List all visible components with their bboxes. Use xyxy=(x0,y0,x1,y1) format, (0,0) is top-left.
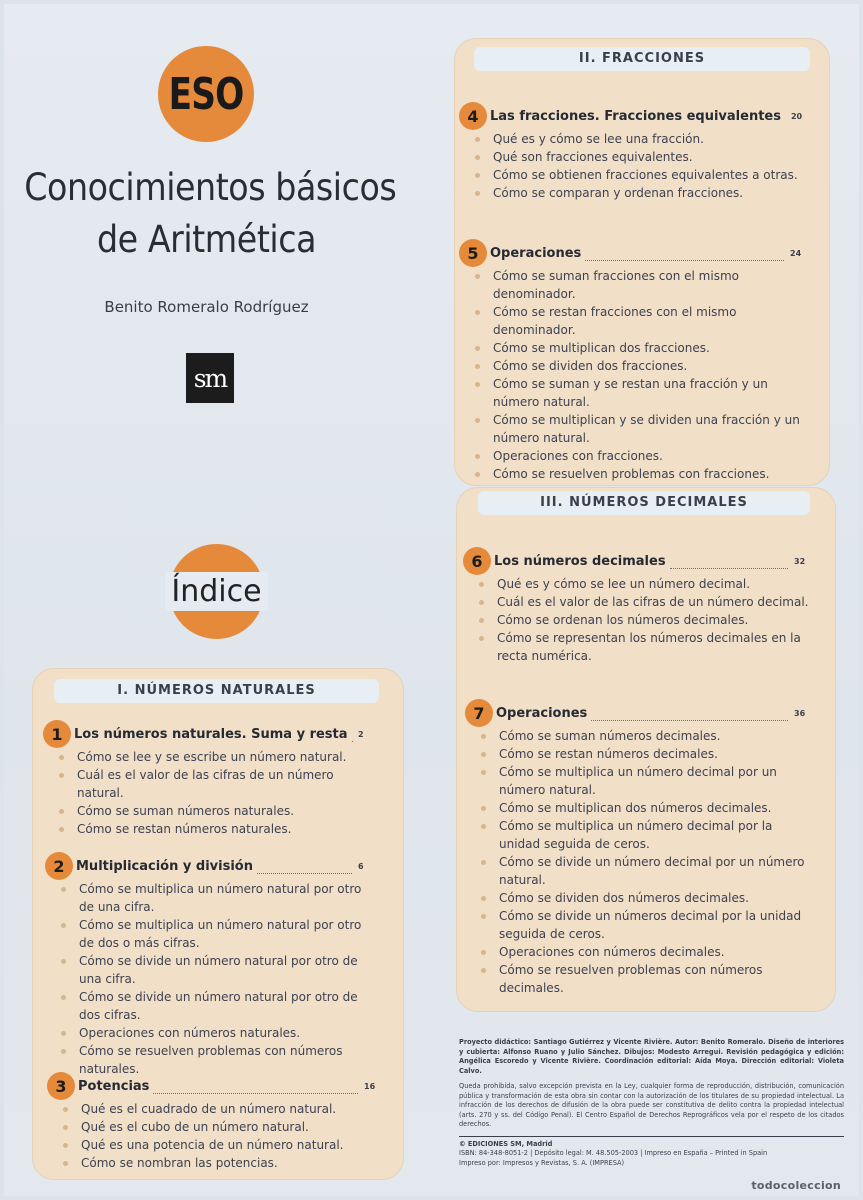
chapter-items xyxy=(474,727,816,997)
chapter-title: Operaciones xyxy=(490,246,585,261)
credits-block xyxy=(459,1038,844,1168)
chapter-heading xyxy=(52,722,380,746)
leader-dots xyxy=(670,554,788,569)
eso-badge-label: ESO xyxy=(168,68,244,120)
chapter-heading xyxy=(468,241,812,265)
leader-dots xyxy=(257,859,352,874)
list-item: Cómo se suman y se restan una fracción y un número natural. xyxy=(493,375,812,411)
section-panel-3 xyxy=(456,487,836,1012)
credits-isbn: ISBN: 84-348-8051-2 | Depósito legal: M. 48.505-2003 | Impreso en España – Printed in Spain xyxy=(459,1149,768,1157)
credits-copyright: © EDICIONES SM, Madrid xyxy=(459,1139,553,1148)
list-item: Cómo se lee y se escribe un número natural. xyxy=(77,748,380,766)
index-badge xyxy=(169,544,264,639)
chapter-title: Potencias xyxy=(78,1079,153,1094)
author-name: Benito Romeralo Rodríguez xyxy=(104,298,309,316)
chapter-title: Los números decimales xyxy=(494,554,670,569)
list-item: Cómo se suman números naturales. xyxy=(77,802,380,820)
chapter-number-badge: 5 xyxy=(459,239,487,267)
list-item: Cómo se multiplican dos fracciones. xyxy=(493,339,812,357)
list-item: Cómo se restan números naturales. xyxy=(77,820,380,838)
list-item: Cómo se multiplica un número natural por otro de una cifra. xyxy=(79,880,380,916)
chapter-number-badge: 1 xyxy=(43,720,71,748)
chapter-title: Operaciones xyxy=(496,706,591,721)
chapter-7 xyxy=(474,701,816,997)
chapter-number-badge: 6 xyxy=(463,547,491,575)
section-header: I. NÚMEROS NATURALES xyxy=(54,679,379,703)
chapter-items xyxy=(56,1100,386,1172)
leader-dots xyxy=(585,246,784,261)
leader-dots xyxy=(153,1079,358,1094)
list-item: Cómo se dividen dos fracciones. xyxy=(493,357,812,375)
section-panel-1 xyxy=(32,668,404,1180)
leader-dots xyxy=(591,706,788,721)
list-item: Cómo se divide un números decimal por la unidad seguida de ceros. xyxy=(499,907,816,943)
list-item: Qué es el cubo de un número natural. xyxy=(81,1118,386,1136)
watermark: todocoleccion xyxy=(751,1179,841,1192)
chapter-page: 6 xyxy=(358,861,364,871)
credits-divider xyxy=(459,1136,844,1137)
list-item: Cómo se divide un número decimal por un número natural. xyxy=(499,853,816,889)
chapter-title: Multiplicación y división xyxy=(76,859,257,874)
chapter-items xyxy=(468,267,812,483)
chapter-number-badge: 7 xyxy=(465,699,493,727)
chapter-number-badge: 2 xyxy=(45,852,73,880)
chapter-items xyxy=(54,880,380,1078)
list-item: Qué es y cómo se lee una fracción. xyxy=(493,130,812,148)
list-item: Qué es el cuadrado de un número natural. xyxy=(81,1100,386,1118)
list-item: Cómo se multiplica un número natural por otro de dos o más cifras. xyxy=(79,916,380,952)
list-item: Operaciones con fracciones. xyxy=(493,447,812,465)
list-item: Cómo se restan fracciones con el mismo denominador. xyxy=(493,303,812,339)
list-item: Cómo se divide un número natural por otro de una cifra. xyxy=(79,952,380,988)
chapter-items xyxy=(472,575,816,665)
chapter-title: Los números naturales. Suma y resta xyxy=(74,727,352,742)
list-item: Cómo se obtienen fracciones equivalentes a otras. xyxy=(493,166,812,184)
chapter-heading xyxy=(474,701,816,725)
list-item: Cómo se suman números decimales. xyxy=(499,727,816,745)
list-item: Cuál es el valor de las cifras de un número decimal. xyxy=(497,593,816,611)
list-item: Qué es una potencia de un número natural. xyxy=(81,1136,386,1154)
list-item: Cómo se comparan y ordenan fracciones. xyxy=(493,184,812,202)
chapter-items xyxy=(52,748,380,838)
list-item: Qué son fracciones equivalentes. xyxy=(493,148,812,166)
chapter-number-badge: 3 xyxy=(47,1072,75,1100)
book-back-cover xyxy=(4,4,859,1196)
list-item: Cómo se restan números decimales. xyxy=(499,745,816,763)
list-item: Operaciones con números decimales. xyxy=(499,943,816,961)
list-item: Cómo se resuelven problemas con números naturales. xyxy=(79,1042,380,1078)
chapter-title: Las fracciones. Fracciones equivalentes xyxy=(490,109,785,124)
chapter-3 xyxy=(56,1074,386,1172)
list-item: Cómo se multiplican y se dividen una fracción y un número natural. xyxy=(493,411,812,447)
chapter-6 xyxy=(472,549,816,665)
eso-badge xyxy=(158,46,254,142)
book-title-line-2: de Aritmética xyxy=(96,218,317,261)
list-item: Operaciones con números naturales. xyxy=(79,1024,380,1042)
chapter-page: 16 xyxy=(364,1081,376,1091)
chapter-heading xyxy=(54,854,380,878)
chapter-4 xyxy=(468,104,812,202)
chapter-page: 20 xyxy=(790,111,803,121)
list-item: Cómo se resuelven problemas con fracciones. xyxy=(493,465,812,483)
list-item: Cómo se resuelven problemas con números decimales. xyxy=(499,961,816,997)
chapter-page: 36 xyxy=(794,708,806,718)
credits-printer: Impreso por: Impresos y Revistas, S. A. (IMPRESA) xyxy=(459,1158,625,1167)
chapter-1 xyxy=(52,722,380,838)
list-item: Cómo se divide un número natural por otro de dos cifras. xyxy=(79,988,380,1024)
chapter-heading xyxy=(468,104,812,128)
chapter-heading xyxy=(472,549,816,573)
list-item: Cómo se dividen dos números decimales. xyxy=(499,889,816,907)
chapter-items xyxy=(468,130,812,202)
chapter-page: 32 xyxy=(794,556,806,566)
chapter-number-badge: 4 xyxy=(459,102,487,130)
section-header: III. NÚMEROS DECIMALES xyxy=(478,491,810,515)
credits-project: Proyecto didáctico: Santiago Gutiérrez y Vicente Rivière. Autor: Benito Romeralo. Diseño de interiores y cubierta: Alfonso Ruano y Julio Sánchez. Dibujos: Modesto Arregui. Revisión pedagógica y edición: Angélica Escoredo y Vicente Rivière. Coordinación editorial: Aída Moya. Dirección editorial: Violeta Calvo. xyxy=(459,1038,844,1075)
list-item: Cómo se ordenan los números decimales. xyxy=(497,611,816,629)
list-item: Cómo se multiplica un número decimal por un número natural. xyxy=(499,763,816,799)
book-title xyxy=(24,162,397,266)
section-header: II. FRACCIONES xyxy=(474,47,810,71)
list-item: Cuál es el valor de las cifras de un número natural. xyxy=(77,766,380,802)
list-item: Cómo se multiplican dos números decimales. xyxy=(499,799,816,817)
credits-legal: Queda prohibida, salvo excepción prevista en la Ley, cualquier forma de reproducción, distribución, comunicación pública y transformación de esta obra sin contar con la autorización de los titulares de su propiedad intelectual. La infracción de los derechos de difusión de la obra puede ser constitutiva de delito contra la propiedad intelectual (arts. 270 y ss. del Código Penal). El Centro Español de Derechos Reprográficos vela por el respeto de los citados derechos. xyxy=(459,1082,844,1128)
index-label: Índice xyxy=(165,572,267,611)
list-item: Cómo se representan los números decimales en la recta numérica. xyxy=(497,629,816,665)
chapter-page: 2 xyxy=(358,729,364,739)
list-item: Cómo se nombran las potencias. xyxy=(81,1154,386,1172)
publisher-logo: sm xyxy=(186,353,234,403)
list-item: Cómo se multiplica un número decimal por la unidad seguida de ceros. xyxy=(499,817,816,853)
section-panel-2 xyxy=(454,38,830,486)
chapter-page: 24 xyxy=(790,248,802,258)
chapter-heading xyxy=(56,1074,386,1098)
chapter-2 xyxy=(54,854,380,1078)
list-item: Qué es y cómo se lee un número decimal. xyxy=(497,575,816,593)
chapter-5 xyxy=(468,241,812,483)
book-title-line-1: Conocimientos básicos xyxy=(24,166,397,209)
list-item: Cómo se suman fracciones con el mismo denominador. xyxy=(493,267,812,303)
